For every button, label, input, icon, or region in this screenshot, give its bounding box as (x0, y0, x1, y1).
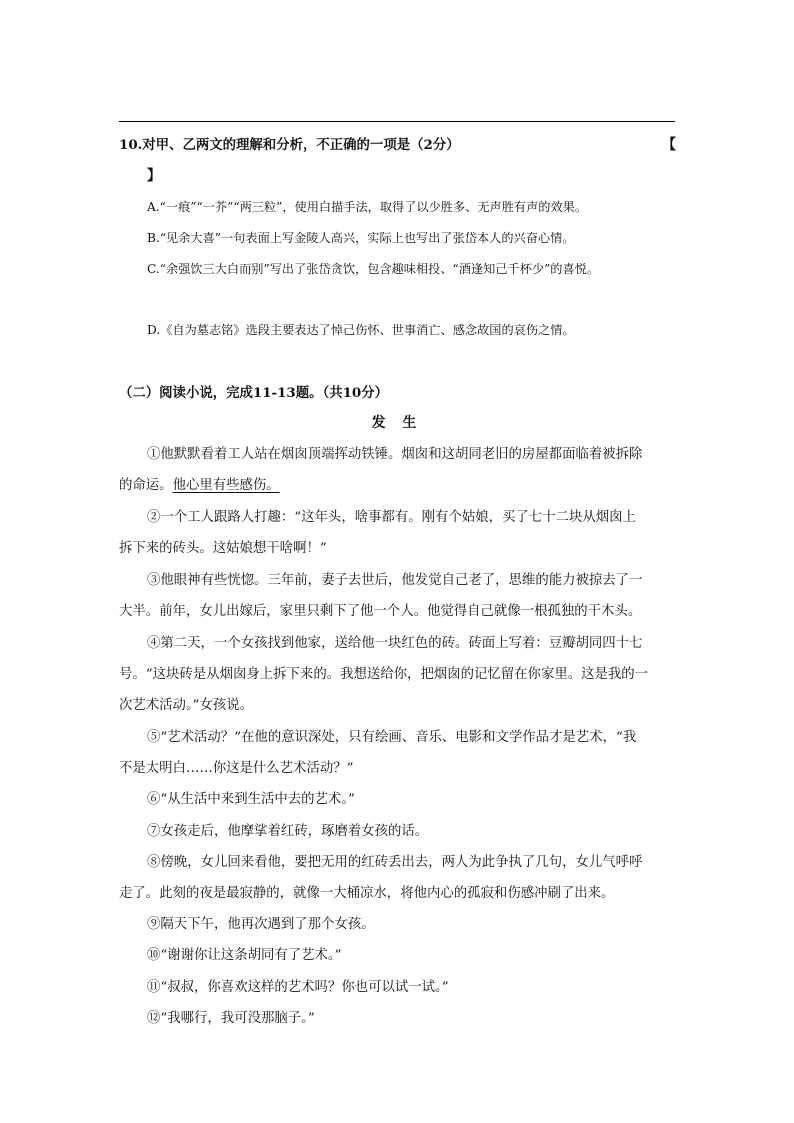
paragraph-2-line-1: ②一个工人跟路人打趣：“这年头，啥事都有。刚有个姑娘，买了七十二块从烟囱上 (147, 510, 636, 525)
paragraph-4-line-1: ④第二天，一个女孩找到他家，送给他一块红色的砖。砖面上写着：豆瓣胡同四十七 (147, 636, 643, 651)
option-b: B.“见余大喜”一句表面上写金陵人高兴，实际上也写出了张岱本人的兴奋心情。 (147, 231, 575, 245)
story-title: 发 生 (371, 415, 423, 431)
option-d: D.《自为墓志铭》选段主要表达了悼己伤怀、世事消亡、感念故国的哀伤之情。 (147, 323, 575, 337)
option-c: C.“余强饮三大白而别”写出了张岱贪饮，包含趣味相投、“酒逢知己千杯少”的喜悦。 (147, 262, 600, 276)
paragraph-5-line-1: ⑤“艺术活动？”在他的意识深处，只有绘画、音乐、电影和文学作品才是艺术，“我 (147, 730, 637, 745)
question-10-stem: 10.对甲、乙两文的理解和分析，不正确的一项是（2分） (119, 137, 460, 153)
paragraph-10: ⑩“谢谢你让这条胡同有了艺术。” (147, 948, 342, 963)
paragraph-8-line-1: ⑧傍晚，女儿回来看他，要把无用的红砖丢出去，两人为此争执了几句，女儿气呼呼 (147, 855, 643, 870)
paragraph-5-line-2: 不是太明白……你这是什么艺术活动？” (119, 761, 354, 776)
paragraph-1-line-2 (119, 476, 280, 496)
header-rule (119, 121, 675, 122)
option-a: A.“一痕”“一芥”“两三粒”，使用白描手法，取得了以少胜多、无声胜有声的效果。 (147, 200, 588, 214)
paragraph-7: ⑦女孩走后，他摩挲着红砖，琢磨着女孩的话。 (147, 824, 429, 839)
paragraph-11: ⑪“叔叔，你喜欢这样的艺术吗？你也可以试一试。” (147, 980, 449, 995)
paragraph-8-line-2: 走了。此刻的夜是最寂静的，就像一大桶凉水，将他内心的孤寂和伤感冲刷了出来。 (119, 886, 615, 901)
answer-bracket-close: 】 (147, 168, 161, 184)
paragraph-1-text: 的命运。 (119, 478, 173, 493)
section-heading: （二）阅读小说，完成11-13题。（共10分） (119, 385, 389, 401)
paragraph-6: ⑥“从生活中来到生活中去的艺术。” (147, 792, 355, 807)
paragraph-4-line-3: 次艺术活动。”女孩说。 (119, 698, 254, 713)
underlined-sentence: 他心里有些感伤。 (172, 478, 280, 493)
paragraph-3-line-2: 大半。前年，女儿出嫁后，家里只剩下了他一个人。他觉得自己就像一根孤独的干木头。 (119, 604, 642, 619)
paragraph-9: ⑨隔天下午，他再次遇到了那个女孩。 (147, 917, 375, 932)
paragraph-1-line-1: ①他默默看着工人站在烟囱顶端挥动铁锤。烟囱和这胡同老旧的房屋都面临着被拆除 (147, 447, 643, 462)
answer-bracket-open: 【 (662, 137, 676, 153)
paragraph-3-line-1: ③他眼神有些恍惚。三年前，妻子去世后，他发觉自己老了，思维的能力被掠去了一 (147, 573, 643, 588)
paragraph-12: ⑫“我哪行，我可没那脑子。” (147, 1011, 315, 1026)
paragraph-2-line-2: 拆下来的砖头。这姑娘想干啥啊！” (119, 541, 327, 556)
paragraph-4-line-2: 号。“这块砖是从烟囱身上拆下来的。我想送给你，把烟囱的记忆留在你家里。这是我的一 (119, 667, 649, 682)
